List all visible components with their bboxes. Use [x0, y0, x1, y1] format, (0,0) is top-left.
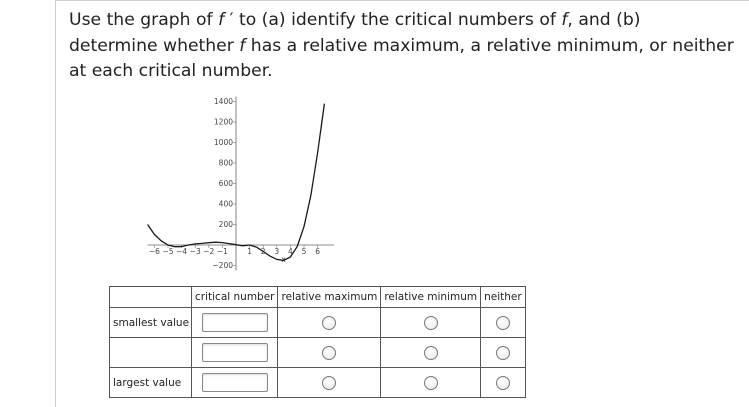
table-row: [110, 308, 526, 338]
relative-maximum-radio-3[interactable]: [322, 376, 336, 390]
critical-number-cell: [192, 368, 278, 398]
x-tick-label: 2: [260, 247, 266, 256]
x-tick-label: 3: [274, 247, 280, 256]
y-tick-label: 800: [218, 158, 233, 168]
critical-number-input-2[interactable]: [202, 343, 268, 362]
row-label-largest: largest value: [110, 368, 192, 398]
table-row: [110, 368, 526, 398]
y-tick-label: 600: [218, 179, 233, 188]
x-tick-label: −6: [148, 247, 160, 256]
critical-number-cell: [192, 308, 278, 338]
neither-radio-2[interactable]: [496, 346, 510, 360]
header-critical-number: critical number: [192, 287, 278, 308]
question-line-3: at each critical number.: [69, 61, 273, 81]
relative-maximum-cell: [278, 308, 381, 338]
relative-minimum-radio-2[interactable]: [424, 346, 438, 360]
relative-minimum-cell: [381, 368, 481, 398]
answer-table: [109, 286, 526, 398]
y-tick-label: 1200: [213, 117, 233, 127]
row-label-smallest: smallest value: [110, 308, 192, 338]
graph-axes: [148, 96, 334, 270]
critical-number-input-1[interactable]: [202, 313, 268, 332]
x-tick-label: −1: [216, 247, 228, 256]
table-corner-cell: [110, 287, 192, 308]
relative-minimum-cell: [381, 308, 481, 338]
neither-radio-3[interactable]: [496, 376, 510, 390]
neither-cell: [481, 308, 526, 338]
x-tick-label: 1: [247, 247, 252, 256]
critical-number-cell: [192, 338, 278, 368]
relative-maximum-radio-2[interactable]: [322, 346, 336, 360]
neither-cell: [481, 368, 526, 398]
y-tick-label: 400: [218, 199, 233, 209]
x-tick-label: 6: [315, 247, 320, 256]
y-tick-label: 1000: [213, 138, 233, 147]
table-header-row: [110, 287, 526, 308]
relative-minimum-radio-1[interactable]: [424, 316, 438, 330]
neither-cell: [481, 338, 526, 368]
header-relative-minimum: relative minimum: [381, 287, 481, 308]
x-tick-label: −4: [176, 247, 188, 256]
row-label-middle: [110, 338, 192, 368]
neither-radio-1[interactable]: [496, 316, 510, 330]
x-axis-label: x: [281, 255, 286, 264]
relative-maximum-radio-1[interactable]: [322, 316, 336, 330]
x-tick-label: −2: [203, 247, 215, 256]
x-tick-label: 5: [301, 247, 307, 256]
relative-maximum-cell: [278, 368, 381, 398]
critical-number-input-3[interactable]: [202, 373, 268, 392]
relative-maximum-cell: [278, 338, 381, 368]
relative-minimum-cell: [381, 338, 481, 368]
relative-minimum-radio-3[interactable]: [424, 376, 438, 390]
question-line-2: determine whether f has a relative maximum, a relative minimum, or neither: [69, 35, 734, 56]
x-tick-label: −3: [189, 247, 201, 256]
x-tick-label: −5: [162, 247, 174, 256]
y-tick-label: 200: [218, 220, 233, 229]
y-tick-label: −200: [212, 261, 233, 270]
header-neither: neither: [481, 287, 526, 308]
table-row: [110, 338, 526, 368]
x-tick-label: 4: [288, 247, 293, 256]
question-line-1: Use the graph of f ′ to (a) identify the critical numbers of f, and (b): [69, 10, 641, 30]
y-tick-label: 1400: [213, 97, 233, 106]
header-relative-maximum: relative maximum: [278, 287, 381, 308]
